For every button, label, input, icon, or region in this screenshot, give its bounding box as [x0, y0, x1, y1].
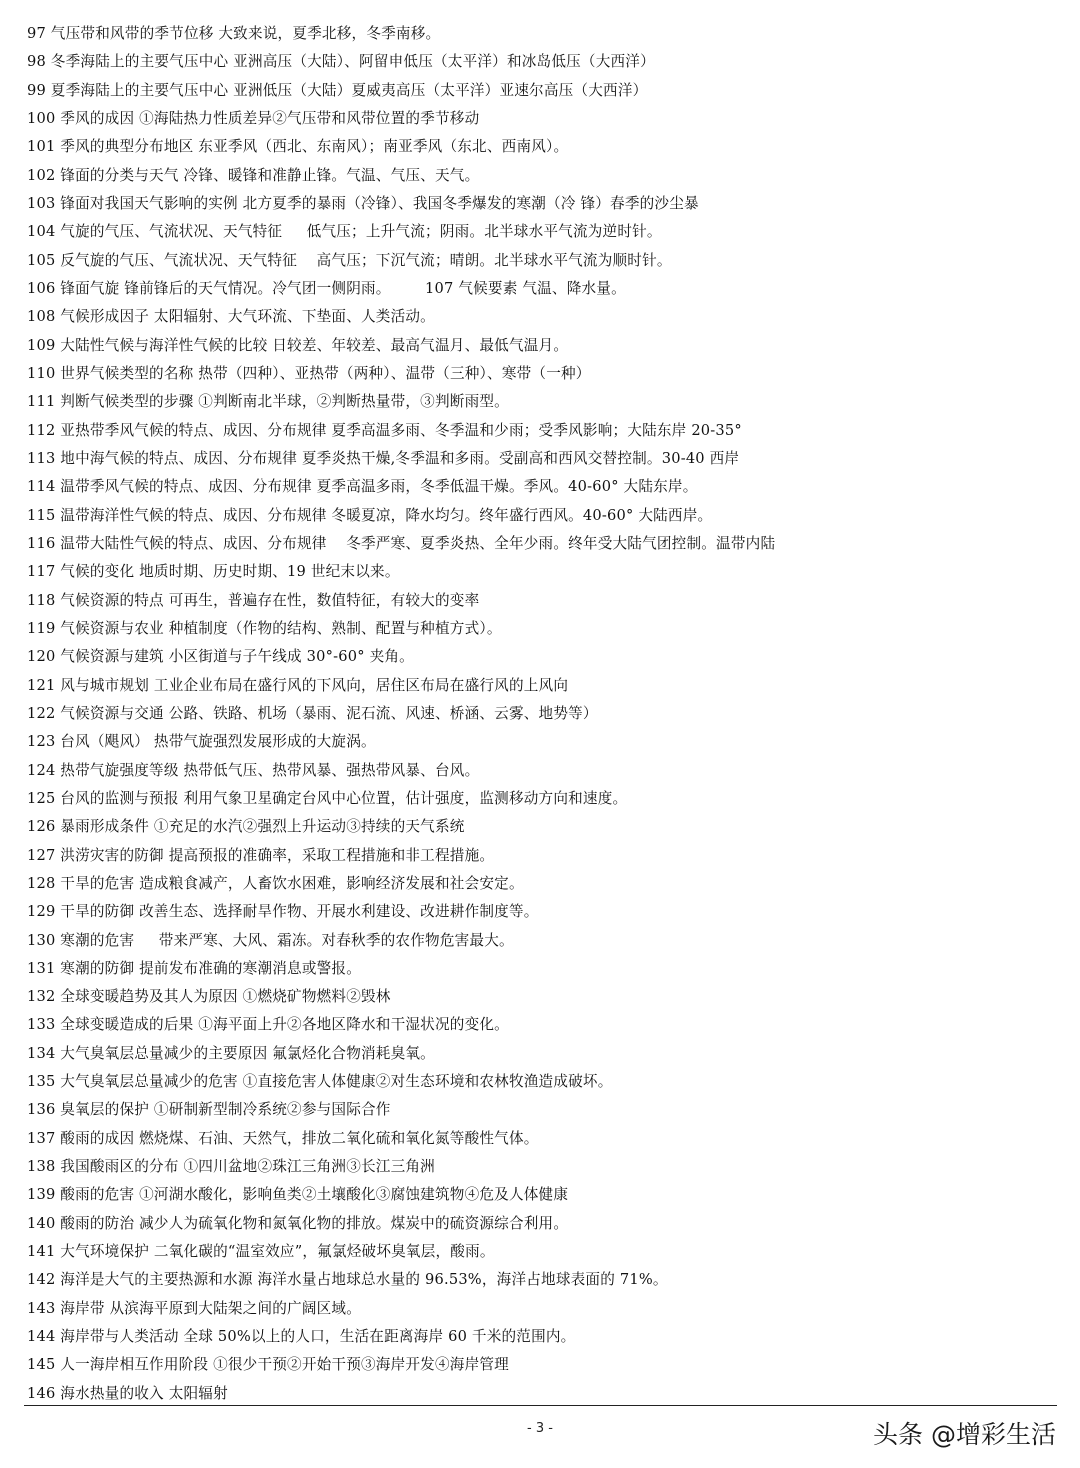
- note-line: 128 干旱的危害 造成粮食减产，人畜饮水困难，影响经济发展和社会安定。: [27, 874, 524, 892]
- note-line: 136 臭氧层的保护 ①研制新型制冷系统②参与国际合作: [27, 1101, 391, 1119]
- note-line: 116 温带大陆性气候的特点、成因、分布规律 冬季严寒、夏季炎热、全年少雨。终年受大陆气团控制。温带内陆: [27, 534, 776, 552]
- page-number: - 3 -: [527, 1421, 553, 1436]
- note-line: 145 人一海岸相互作用阶段 ①很少干预②开始干预③海岸开发④海岸管理: [27, 1356, 509, 1374]
- note-line: 132 全球变暖趋势及其人为原因 ①燃烧矿物燃料②毁林: [27, 988, 391, 1006]
- note-line: 141 大气环境保护 二氧化碳的“温室效应”，氟氯烃破坏臭氧层，酸雨。: [27, 1243, 495, 1261]
- note-line: 105 反气旋的气压、气流状况、天气特征 高气压；下沉气流；晴朗。北半球水平气流为顺时针。: [27, 251, 672, 269]
- note-line: 119 气候资源与农业 种植制度（作物的结构、熟制、配置与种植方式）。: [27, 619, 502, 637]
- note-line: 142 海洋是大气的主要热源和水源 海洋水量占地球总水量的 96.53%，海洋占地球表面的 71%。: [27, 1271, 668, 1289]
- note-line: 131 寒潮的防御 提前发布准确的寒潮消息或警报。: [27, 959, 362, 977]
- note-line: 102 锋面的分类与天气 冷锋、暖锋和准静止锋。气温、气压、天气。: [27, 166, 480, 184]
- note-lines: [27, 20, 1057, 1408]
- note-line: 117 气候的变化 地质时期、历史时期、19 世纪末以来。: [27, 563, 400, 581]
- note-line: 143 海岸带 从滨海平原到大陆架之间的广阔区域。: [27, 1299, 362, 1317]
- note-line: 113 地中海气候的特点、成因、分布规律 夏季炎热干燥,冬季温和多雨。受副高和西风交替控制。30-40 西岸: [27, 449, 740, 467]
- note-line: 122 气候资源与交通 公路、铁路、机场（暴雨、泥石流、风速、桥涵、云雾、地势等）: [27, 704, 598, 722]
- note-line: 109 大陆性气候与海洋性气候的比较 日较差、年较差、最高气温月、最低气温月。: [27, 336, 569, 354]
- note-line: 138 我国酸雨区的分布 ①四川盆地②珠江三角洲③长江三角洲: [27, 1158, 435, 1176]
- note-line: 104 气旋的气压、气流状况、天气特征 低气压；上升气流；阴雨。北半球水平气流为逆时针。: [27, 223, 662, 241]
- note-line: 140 酸雨的防治 减少人为硫氧化物和氮氧化物的排放。煤炭中的硫资源综合利用。: [27, 1214, 569, 1232]
- note-line: 110 世界气候类型的名称 热带（四种）、亚热带（两种）、温带（三种）、寒带（一种）: [27, 364, 591, 382]
- note-line: 135 大气臭氧层总量减少的危害 ①直接危害人体健康②对生态环境和农林牧渔造成破坏。: [27, 1073, 613, 1091]
- note-line: 134 大气臭氧层总量减少的主要原因 氟氯烃化合物消耗臭氧。: [27, 1044, 435, 1062]
- note-line: 121 风与城市规划 工业企业布局在盛行风的下风向，居住区布局在盛行风的上风向: [27, 676, 569, 694]
- note-line: 115 温带海洋性气候的特点、成因、分布规律 冬暖夏凉，降水均匀。终年盛行西风。40-60° 大陆西岸。: [27, 506, 713, 524]
- note-line: 97 气压带和风带的季节位移 大致来说，夏季北移，冬季南移。: [27, 25, 441, 42]
- note-line: 144 海岸带与人类活动 全球 50%以上的人口，生活在距离海岸 60 千米的范围内。: [27, 1328, 576, 1346]
- note-line: 112 亚热带季风气候的特点、成因、分布规律 夏季高温多雨、冬季温和少雨；受季风影响；大陆东岸 20-35°: [27, 421, 742, 439]
- note-line: 120 气候资源与建筑 小区街道与子午线成 30°-60° 夹角。: [27, 648, 414, 666]
- note-line: 103 锋面对我国天气影响的实例 北方夏季的暴雨（冷锋）、我国冬季爆发的寒潮（冷 锋）春季的沙尘暴: [27, 194, 699, 212]
- note-line: 126 暴雨形成条件 ①充足的水汽②强烈上升运动③持续的天气系统: [27, 818, 465, 836]
- note-line: 106 锋面气旋 锋前锋后的天气情况。冷气团一侧阴雨。 107 气候要素 气温、降水量。: [27, 279, 626, 297]
- note-line: 98 冬季海陆上的主要气压中心 亚洲高压（大陆）、阿留申低压（太平洋）和冰岛低压（大西洋）: [27, 53, 655, 71]
- note-line: 118 气候资源的特点 可再生，普遍存在性，数值特征，有较大的变率: [27, 591, 480, 609]
- note-line: 101 季风的典型分布地区 东亚季风（西北、东南风）；南亚季风（东北、西南风）。: [27, 138, 569, 156]
- note-line: 99 夏季海陆上的主要气压中心 亚洲低压（大陆）夏威夷高压（太平洋）亚速尔高压（大西洋）: [27, 81, 648, 99]
- footer-divider: [24, 1405, 1057, 1406]
- note-line: 125 台风的监测与预报 利用气象卫星确定台风中心位置，估计强度，监测移动方向和速度。: [27, 789, 628, 807]
- note-line: 123 台风（飓风） 热带气旋强烈发展形成的大旋涡。: [27, 733, 376, 751]
- note-line: 130 寒潮的危害 带来严寒、大风、霜冻。对春秋季的农作物危害最大。: [27, 931, 514, 949]
- note-line: 139 酸雨的危害 ①河湖水酸化，影响鱼类②土壤酸化③腐蚀建筑物④危及人体健康: [27, 1186, 569, 1204]
- source-watermark: 头条 @增彩生活: [873, 1420, 1056, 1449]
- note-line: 127 洪涝灾害的防御 提高预报的准确率，采取工程措施和非工程措施。: [27, 846, 495, 864]
- note-line: 111 判断气候类型的步骤 ①判断南北半球，②判断热量带，③判断雨型。: [27, 393, 509, 411]
- note-line: 114 温带季风气候的特点、成因、分布规律 夏季高温多雨，冬季低温干燥。季风。40-60° 大陆东岸。: [27, 478, 698, 496]
- note-line: 133 全球变暖造成的后果 ①海平面上升②各地区降水和干湿状况的变化。: [27, 1016, 509, 1034]
- note-line: 108 气候形成因子 太阳辐射、大气环流、下垫面、人类活动。: [27, 308, 435, 326]
- note-line: 100 季风的成因 ①海陆热力性质差异②气压带和风带位置的季节移动: [27, 109, 480, 127]
- note-line: 146 海水热量的收入 太阳辐射: [27, 1384, 228, 1402]
- note-line: 137 酸雨的成因 燃烧煤、石油、天然气，排放二氧化硫和氧化氮等酸性气体。: [27, 1129, 539, 1147]
- note-line: 124 热带气旋强度等级 热带低气压、热带风暴、强热带风暴、台风。: [27, 761, 480, 779]
- note-line: 129 干旱的防御 改善生态、选择耐旱作物、开展水利建设、改进耕作制度等。: [27, 903, 539, 921]
